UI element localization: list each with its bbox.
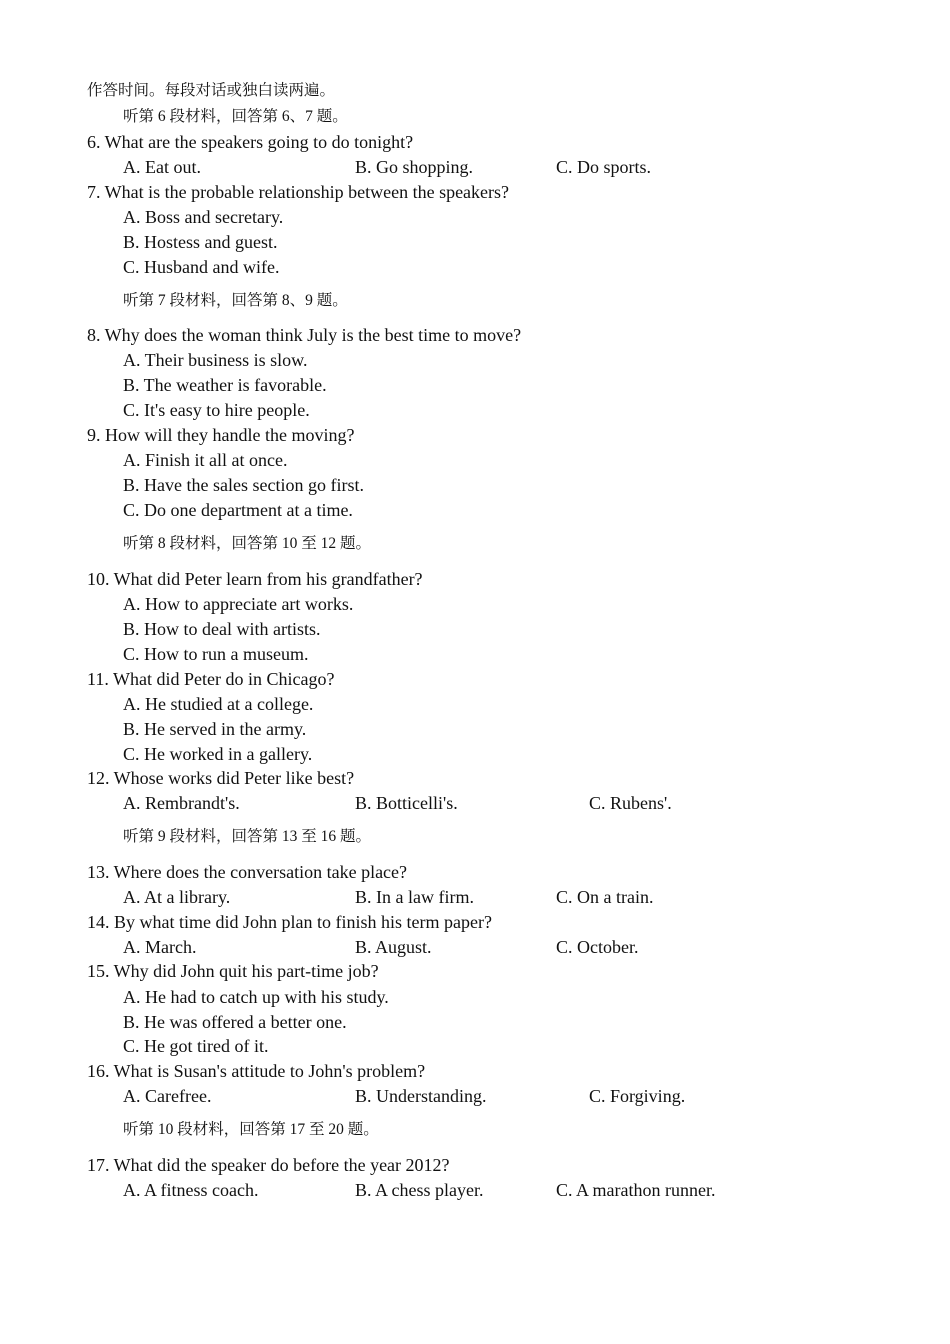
question-stem: 8. Why does the woman think July is the best time to move? xyxy=(87,325,522,345)
question-stem: 15. Why did John quit his part-time job? xyxy=(87,961,379,981)
option: A. At a library. xyxy=(123,887,231,907)
section-heading: 听第 8 段材料，回答第 10 至 12 题。 xyxy=(123,535,372,552)
option: C. Rubens'. xyxy=(589,793,672,813)
option: C. He got tired of it. xyxy=(123,1036,269,1056)
option: C. A marathon runner. xyxy=(556,1180,716,1200)
question-stem: 9. How will they handle the moving? xyxy=(87,425,355,445)
option: B. A chess player. xyxy=(355,1180,484,1200)
question-stem: 6. What are the speakers going to do tonight? xyxy=(87,132,414,152)
question-stem: 12. Whose works did Peter like best? xyxy=(87,768,355,788)
option: C. On a train. xyxy=(556,887,654,907)
option: B. He was offered a better one. xyxy=(123,1012,347,1032)
option: C. Do sports. xyxy=(556,157,652,177)
intro-text: 作答时间。每段对话或独白读两遍。 xyxy=(87,82,336,99)
section-heading: 听第 7 段材料，回答第 8、9 题。 xyxy=(123,292,348,309)
option: C. It's easy to hire people. xyxy=(123,400,310,420)
option: C. Do one department at a time. xyxy=(123,500,353,520)
option: B. He served in the army. xyxy=(123,719,307,739)
section-heading: 听第 9 段材料，回答第 13 至 16 题。 xyxy=(123,828,372,845)
question-stem: 10. What did Peter learn from his grandfather? xyxy=(87,569,423,589)
question-stem: 11. What did Peter do in Chicago? xyxy=(87,669,335,689)
option: B. August. xyxy=(355,937,432,957)
option: B. Botticelli's. xyxy=(355,793,458,813)
option: A. Rembrandt's. xyxy=(123,793,240,813)
option: A. He studied at a college. xyxy=(123,694,314,714)
question-stem: 14. By what time did John plan to finish his term paper? xyxy=(87,912,492,932)
question-stem: 13. Where does the conversation take place? xyxy=(87,862,408,882)
option: C. How to run a museum. xyxy=(123,644,309,664)
option: B. Go shopping. xyxy=(355,157,474,177)
option: C. Husband and wife. xyxy=(123,257,280,277)
question-stem: 7. What is the probable relationship between the speakers? xyxy=(87,182,510,202)
option: A. Finish it all at once. xyxy=(123,450,288,470)
section-heading: 听第 6 段材料，回答第 6、7 题。 xyxy=(123,108,348,125)
option: B. Understanding. xyxy=(355,1086,487,1106)
option: B. Have the sales section go first. xyxy=(123,475,364,495)
option: A. A fitness coach. xyxy=(123,1180,259,1200)
option: A. He had to catch up with his study. xyxy=(123,987,389,1007)
option: C. October. xyxy=(556,937,639,957)
option: A. Eat out. xyxy=(123,157,201,177)
section-heading: 听第 10 段材料，回答第 17 至 20 题。 xyxy=(123,1121,379,1138)
option: B. In a law firm. xyxy=(355,887,474,907)
option: A. Their business is slow. xyxy=(123,350,308,370)
option: A. March. xyxy=(123,937,197,957)
option: A. Carefree. xyxy=(123,1086,212,1106)
option: A. How to appreciate art works. xyxy=(123,594,354,614)
option: B. How to deal with artists. xyxy=(123,619,321,639)
option: C. Forgiving. xyxy=(589,1086,686,1106)
option: B. The weather is favorable. xyxy=(123,375,327,395)
question-stem: 16. What is Susan's attitude to John's problem? xyxy=(87,1061,426,1081)
option: C. He worked in a gallery. xyxy=(123,744,313,764)
option: B. Hostess and guest. xyxy=(123,232,278,252)
option: A. Boss and secretary. xyxy=(123,207,284,227)
question-stem: 17. What did the speaker do before the year 2012? xyxy=(87,1155,450,1175)
